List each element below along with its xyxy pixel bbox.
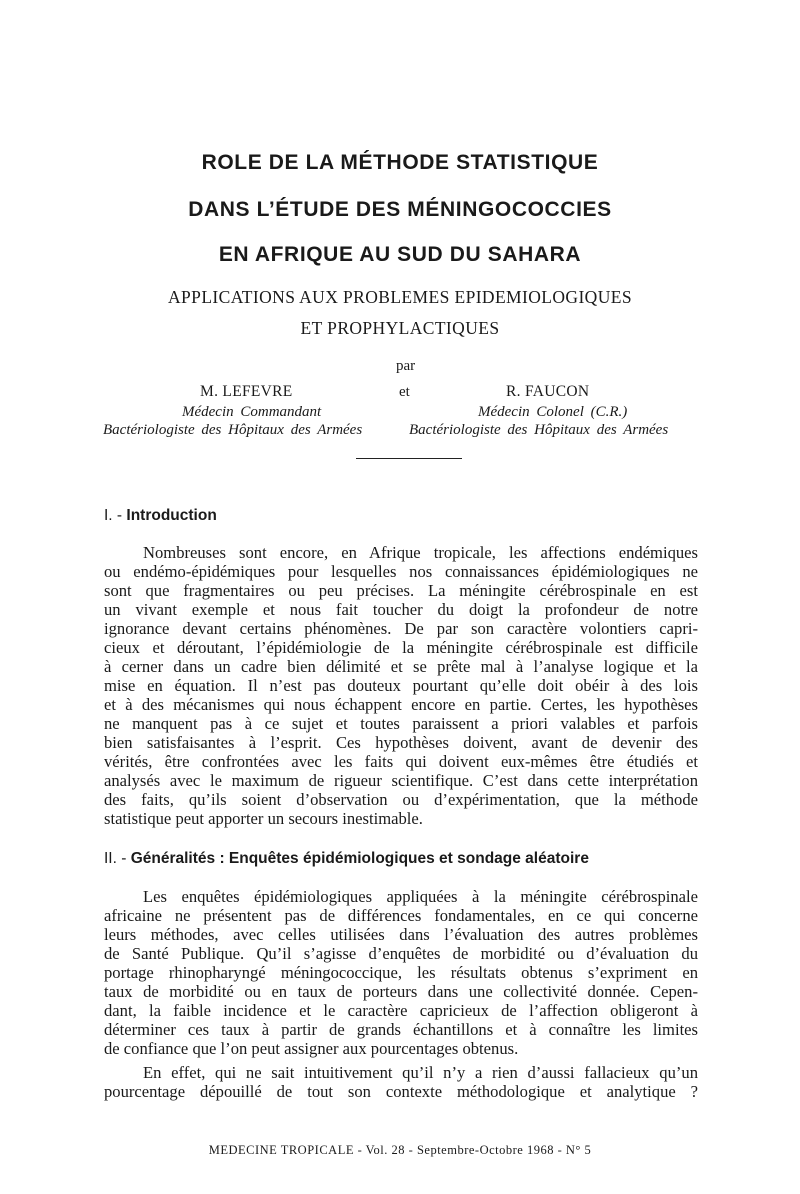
byline-et: et: [399, 384, 410, 400]
section-1-line: un vivant exemple et nous fait toucher du doigt la profondeur de notre: [104, 600, 698, 619]
section-2-title: Généralités : Enquêtes épidémiologiques et sondage aléatoire: [130, 850, 589, 867]
section-2-line: taux de morbidité ou en taux de porteurs dans une collectivité donnée. Cepen-: [104, 982, 698, 1001]
byline-par: par: [396, 358, 416, 374]
section-1-line: analysés avec le maximum de rigueur scientifique. C’est dans cette interprétation: [104, 771, 698, 790]
section-2-number: II. -: [104, 850, 127, 867]
section-1-line: et à des mécanismes qui nous échappent encore en partie. Certes, les hypothèses: [104, 695, 698, 714]
section-1-line: à cerner dans un cadre bien délimité et se prête mal à l’analyse logique et la: [104, 657, 698, 676]
section-1-line: Nombreuses sont encore, en Afrique tropicale, les affections endémiques: [143, 543, 698, 562]
section-1-heading: [104, 507, 217, 525]
section-1-line: statistique peut apporter un secours inestimable.: [104, 809, 423, 828]
section-1-line: des faits, qu’ils soient d’observation ou d’expérimentation, que la méthode: [104, 790, 698, 809]
title-line-1: ROLE DE LA MÉTHODE STATISTIQUE: [201, 151, 599, 174]
title-line-2: DANS L’ÉTUDE DES MÉNINGOCOCCIES: [188, 198, 612, 221]
section-2-line: africaine ne présentent pas de différences fondamentales, en ce qui concerne: [104, 906, 698, 925]
section-1-line: bien satisfaisantes à l’esprit. Ces hypothèses doivent, avant de devenir des: [104, 733, 698, 752]
section-2-heading: [104, 850, 589, 868]
separator-rule: [356, 458, 462, 459]
author-1-name: M. LEFEVRE: [200, 383, 293, 400]
section-2-line: dant, la faible incidence et le caractère capricieux de l’affection obligeront à: [104, 1001, 698, 1020]
section-1-line: cieux et déroutant, l’épidémiologie de la méningite cérébrospinale est difficile: [104, 638, 698, 657]
subtitle-line-2: ET PROPHYLACTIQUES: [300, 318, 500, 338]
section-1-line: ou endémo-épidémiques pour lesquelles nos connaissances épidémiologiques ne: [104, 562, 698, 581]
section-2-line: de Santé Publique. Qu’il s’agisse d’enquêtes de morbidité ou d’évaluation du: [104, 944, 698, 963]
subtitle-line-1: APPLICATIONS AUX PROBLEMES EPIDEMIOLOGIQUES: [168, 287, 632, 307]
section-1-title: Introduction: [126, 507, 217, 524]
section-1-line: mise en équation. Il n’est pas douteux pourtant qu’elle doit obéir à des lois: [104, 676, 698, 695]
section-1-line: vérités, être confrontées avec les faits qui doivent eux-mêmes être étudiés et: [104, 752, 698, 771]
author-2-rank: Médecin Colonel (C.R.): [478, 404, 628, 420]
author-1-role: Bactériologiste des Hôpitaux des Armées: [103, 422, 363, 438]
section-2-line: leurs méthodes, avec celles utilisées dans l’évaluation des autres problèmes: [104, 925, 698, 944]
section-2-line: En effet, qui ne sait intuitivement qu’il n’y a rien d’aussi fallacieux qu’un: [143, 1063, 698, 1082]
section-2-line: de confiance que l’on peut assigner aux pourcentages obtenus.: [104, 1039, 519, 1058]
section-2-line: déterminer ces taux à partir de grands échantillons et à connaître les limites: [104, 1020, 698, 1039]
section-1-line: sont que fragmentaires ou peu précises. La méningite cérébrospinale en est: [104, 581, 698, 600]
section-2-line: pourcentage dépouillé de tout son contexte méthodologique et analytique ?: [104, 1082, 698, 1101]
section-2-line: Les enquêtes épidémiologiques appliquées à la méningite cérébrospinale: [143, 887, 698, 906]
author-2-name: R. FAUCON: [506, 383, 590, 400]
section-2-line: portage rhinopharyngé méningococcique, les résultats obtenus s’expriment en: [104, 963, 698, 982]
section-1-number: I. -: [104, 507, 123, 524]
author-1-rank: Médecin Commandant: [182, 404, 322, 420]
journal-footer: MEDECINE TROPICALE - Vol. 28 - Septembre-Octobre 1968 - N° 5: [208, 1143, 592, 1157]
section-1-line: ne manquent pas à ce sujet et toutes paraissent a priori valables et parfois: [104, 714, 698, 733]
author-2-role: Bactériologiste des Hôpitaux des Armées: [409, 422, 669, 438]
section-1-line: ignorance devant certains phénomènes. De par son caractère volontiers capri-: [104, 619, 698, 638]
title-line-3: EN AFRIQUE AU SUD DU SAHARA: [218, 243, 582, 266]
